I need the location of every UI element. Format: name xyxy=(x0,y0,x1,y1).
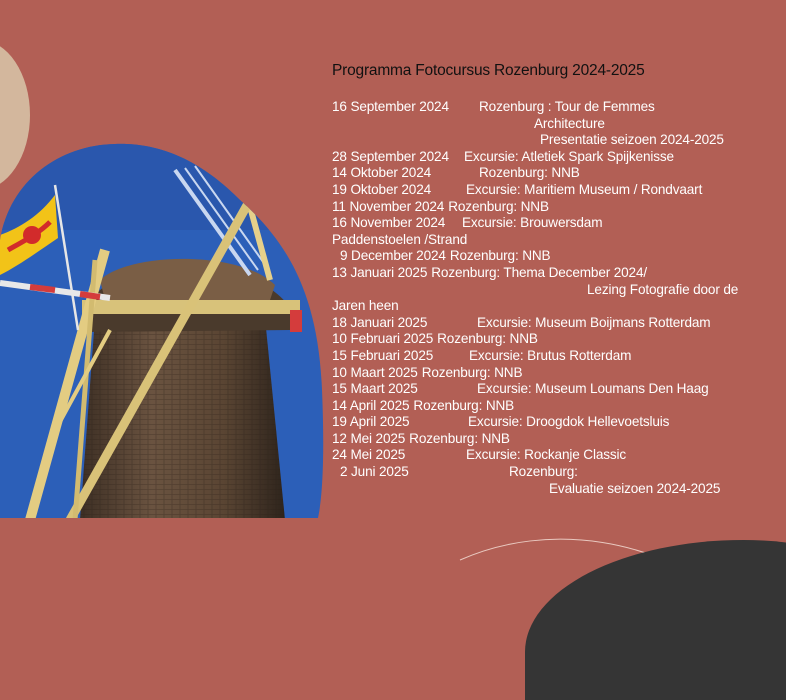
schedule-row xyxy=(332,315,782,332)
schedule-date: 2 Juni 2025 xyxy=(340,464,409,480)
schedule-row xyxy=(332,215,782,232)
schedule-activity: Excursie: Brutus Rotterdam xyxy=(469,347,632,363)
schedule-row xyxy=(332,116,782,133)
schedule-activity: Lezing Fotografie door de xyxy=(587,281,739,297)
schedule-activity: Rozenburg: NNB xyxy=(409,430,510,446)
schedule-date: 16 September 2024 xyxy=(332,99,449,114)
schedule-activity: Excursie: Droogdok Hellevoetsluis xyxy=(468,414,670,430)
schedule-date: 10 Februari 2025 xyxy=(332,331,434,347)
schedule-row xyxy=(332,481,782,498)
schedule-row xyxy=(332,398,782,415)
schedule-date: 19 Oktober 2024 xyxy=(332,181,432,197)
schedule-row xyxy=(332,232,782,249)
page-title: Programma Fotocursus Rozenburg 2024-2025 xyxy=(332,62,645,79)
schedule-date: 28 September 2024 xyxy=(332,148,449,164)
schedule-date: 11 November 2024 xyxy=(332,198,445,214)
schedule-date: 10 Maart 2025 xyxy=(332,364,418,380)
schedule-date: 14 Oktober 2024 xyxy=(332,165,432,181)
schedule-activity: Excursie: Museum Boijmans Rotterdam xyxy=(477,314,711,330)
schedule-row xyxy=(332,282,782,299)
schedule-date: 15 Maart 2025 xyxy=(332,381,418,397)
schedule-row xyxy=(332,298,782,315)
schedule-activity: Rozenburg: NNB xyxy=(479,165,580,181)
schedule-date: 19 April 2025 xyxy=(332,414,410,430)
schedule-activity: Rozenburg: NNB xyxy=(437,331,538,347)
schedule-row xyxy=(332,464,782,481)
schedule-activity: Rozenburg: NNB xyxy=(449,248,551,264)
schedule-date: 16 November 2024 xyxy=(332,215,446,231)
schedule-row xyxy=(332,265,782,282)
schedule-row xyxy=(332,381,782,398)
schedule-date: 18 Januari 2025 xyxy=(332,314,428,330)
schedule-row xyxy=(332,248,782,265)
schedule-activity: Rozenburg : Tour de Femmes xyxy=(479,99,655,114)
schedule-date: 12 Mei 2025 xyxy=(332,430,406,446)
schedule-activity: Excursie: Brouwersdam xyxy=(462,215,603,231)
schedule-date: 24 Mei 2025 xyxy=(332,447,406,463)
windmill-photo xyxy=(0,140,325,520)
schedule-activity: Rozenburg: xyxy=(509,464,578,480)
schedule-date: 15 Februari 2025 xyxy=(332,347,434,363)
schedule-row xyxy=(332,132,782,149)
schedule-row xyxy=(332,199,782,216)
schedule-row xyxy=(332,414,782,431)
schedule-row xyxy=(332,165,782,182)
schedule-activity: Rozenburg: Thema December 2024/ xyxy=(431,264,647,280)
schedule-activity: Rozenburg: NNB xyxy=(421,364,523,380)
schedule-activity: Excursie: Rockanje Classic xyxy=(466,447,627,463)
schedule-date: 13 Januari 2025 xyxy=(332,264,428,280)
schedule-date: 14 April 2025 xyxy=(332,397,410,413)
program-content xyxy=(332,62,782,497)
schedule-row xyxy=(332,331,782,348)
schedule-activity: Rozenburg: NNB xyxy=(448,198,549,214)
schedule-row xyxy=(332,149,782,166)
schedule-row xyxy=(332,447,782,464)
schedule-row xyxy=(332,348,782,365)
schedule-list xyxy=(332,99,782,497)
schedule-activity: Presentatie seizoen 2024-2025 xyxy=(540,132,724,148)
schedule-date: 9 December 2024 xyxy=(340,248,446,264)
schedule-activity: Evaluatie seizoen 2024-2025 xyxy=(549,480,721,496)
schedule-row xyxy=(332,99,782,116)
schedule-row xyxy=(332,365,782,382)
schedule-activity: Architecture xyxy=(534,115,605,131)
schedule-row xyxy=(332,431,782,448)
schedule-row xyxy=(332,182,782,199)
schedule-activity: Excursie: Museum Loumans Den Haag xyxy=(477,381,709,397)
schedule-date: Paddenstoelen /Strand xyxy=(332,231,468,247)
schedule-activity: Excursie: Atletiek Spark Spijkenisse xyxy=(464,148,674,164)
schedule-activity: Rozenburg: NNB xyxy=(413,397,515,413)
schedule-date: Jaren heen xyxy=(332,298,399,314)
schedule-activity: Excursie: Maritiem Museum / Rondvaart xyxy=(466,181,703,197)
